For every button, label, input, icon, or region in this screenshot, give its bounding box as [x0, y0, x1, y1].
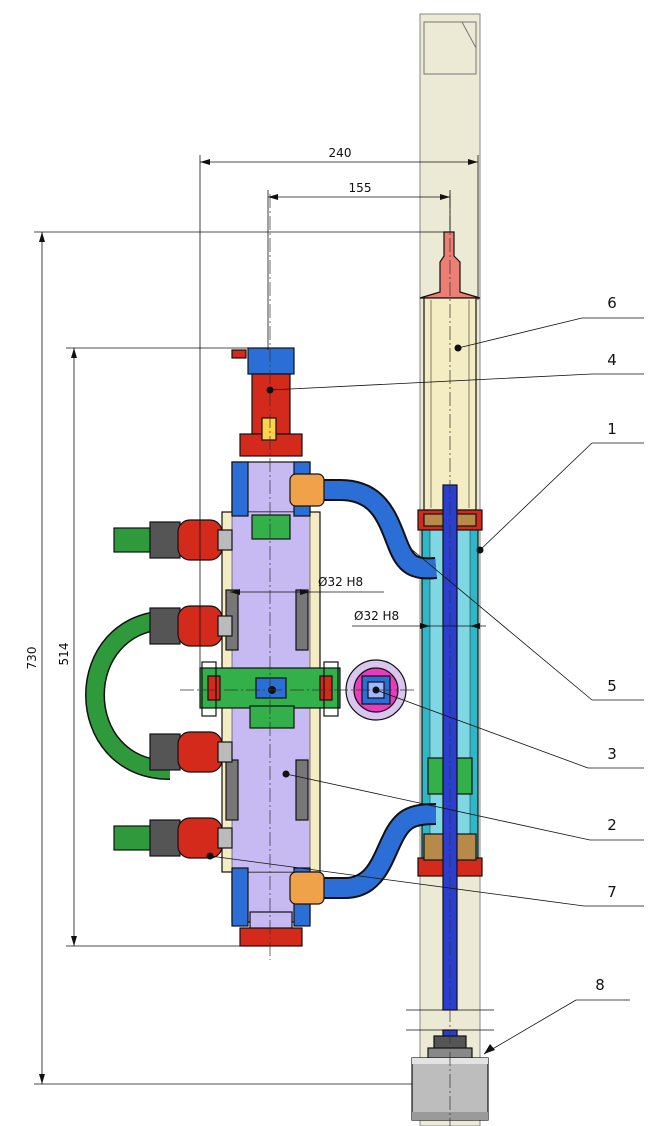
callout-labels: [595, 294, 617, 994]
callout-3: 3: [607, 745, 617, 763]
callout-2: 2: [607, 816, 617, 834]
bore-left-label: Ø32 H8: [318, 575, 364, 589]
callout-4: 4: [607, 351, 617, 369]
dimension-155-label: 155: [348, 181, 372, 195]
dimension-240-label: 240: [328, 146, 352, 160]
dimension-514-label: 514: [57, 642, 71, 666]
dimension-730-label: 730: [25, 646, 39, 670]
callout-1: 1: [607, 420, 617, 438]
callout-5: 5: [607, 677, 617, 695]
callout-7: 7: [607, 883, 617, 901]
callout-8: 8: [595, 976, 605, 994]
bore-right-label: Ø32 H8: [354, 609, 400, 623]
callout-6: 6: [607, 294, 617, 312]
top-cap: [232, 348, 302, 456]
